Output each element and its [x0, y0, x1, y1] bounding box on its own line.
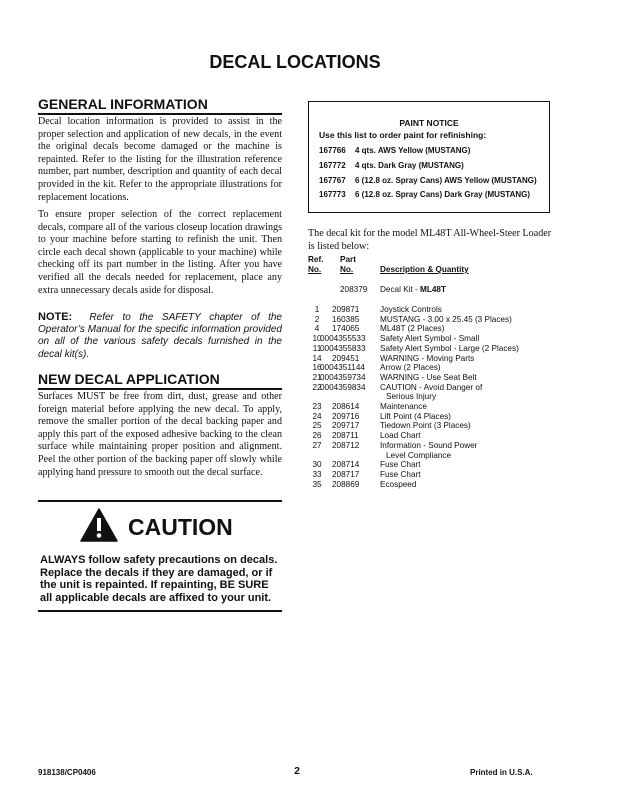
table-row	[308, 373, 558, 383]
note-text: Refer to the SAFETY chapter of the Operator’s Manual for the specific information provided on all of the various safety decals furnished in the decal kit(s).	[38, 312, 282, 360]
part-number: 0004355533	[320, 334, 366, 344]
table-row	[308, 441, 558, 451]
decal-description: Information - Sound Power	[380, 440, 478, 450]
part-number: 0004359834	[320, 382, 366, 392]
part-number: 0004359734	[320, 372, 366, 382]
part-number: 209451	[332, 353, 360, 363]
general-info-paragraph-2: To ensure proper selection of the correct replacement decals, compare all of the various closeup location drawings to your machine before starting to refinish the unit. Then circle each decal shown (applicable to your machine) while checking off its part number in the listing. After you have verified all the decals needed for replacement, place any extra unnecessary decals aside for disposal.	[38, 209, 282, 296]
decal-description-continued: Level Compliance	[386, 450, 452, 460]
decal-description: Ecospeed	[380, 479, 417, 489]
general-info-paragraph-1: Decal location information is provided to assist in the proper selection and application of new decals, in the event the original decals become damaged or the machine is repainted. Refer to the listing for the illustration reference number, part number, description and quantity of each decal provided in the kit. Refer to the appropriate illustrations for replacement locations.	[38, 116, 282, 203]
ref-number: 4	[314, 324, 320, 334]
part-number: 208712	[332, 440, 360, 450]
ref-number: 33	[312, 469, 322, 479]
paint-notice-subtitle: Use this list to order paint for refinishing:	[319, 130, 487, 140]
part-number: 208711	[332, 431, 359, 441]
table-row	[308, 344, 558, 354]
part-number: 174065	[332, 324, 360, 334]
decal-description: CAUTION - Avoid Danger of	[380, 382, 483, 392]
part-number: 208614	[332, 402, 360, 411]
caution-word: CAUTION	[128, 514, 233, 540]
general-information-heading: GENERAL INFORMATION	[38, 96, 282, 115]
ref-number: 30	[312, 460, 322, 470]
part-number: 209716	[332, 411, 360, 421]
ref-number: 11	[312, 343, 322, 353]
part-number: 0004355833	[320, 343, 366, 353]
part-number: 208869	[332, 479, 360, 489]
ref-number: 22	[312, 382, 322, 392]
table-row	[308, 470, 558, 480]
paint-item: 167772 4 qts. Dark Gray (MUSTANG)	[319, 161, 464, 170]
decal-description: Fuse Chart	[380, 469, 421, 479]
table-row	[308, 315, 558, 325]
decal-description: Joystick Controls	[380, 305, 442, 314]
warning-triangle-icon	[80, 508, 118, 542]
ref-number: 21	[312, 372, 322, 382]
decal-description-continued: Serious Injury	[386, 392, 437, 402]
table-row	[308, 402, 558, 412]
ref-number: 16	[312, 363, 322, 373]
table-row-continuation	[308, 392, 558, 402]
table-row-continuation	[308, 451, 558, 461]
new-decal-paragraph: Surfaces MUST be free from dirt, dust, grease and other foreign material before applying the new decal. To apply, remove the smaller portion of the decal backing paper and apply this part of the exposed adhesive backing to the clean surface while maintaining proper position and alignment. Peel the other portion of the backing paper off slowly while applying hand pressure to smooth out the decal surface.	[38, 391, 282, 478]
decal-description: Maintenance	[380, 402, 427, 411]
page-title: DECAL LOCATIONS	[209, 52, 381, 72]
decal-description: Tiedown Point (3 Places)	[380, 421, 471, 431]
table-row	[308, 363, 558, 373]
table-row	[308, 305, 558, 315]
paint-item: 167766 4 qts. AWS Yellow (MUSTANG)	[319, 146, 471, 155]
part-number: 208717	[332, 469, 360, 479]
table-row	[308, 421, 558, 431]
table-header-top: Ref. Part	[308, 255, 356, 264]
note-label: NOTE:	[38, 311, 73, 323]
paint-item: 167773 6 (12.8 oz. Spray Cans) Dark Gray (MUSTANG)	[319, 190, 531, 199]
table-row	[308, 334, 558, 344]
ref-number: 25	[312, 421, 322, 431]
paint-item: 167767 6 (12.8 oz. Spray Cans) AWS Yellow (MUSTANG)	[319, 176, 537, 185]
caution-box	[38, 500, 282, 612]
decal-description: Load Chart	[380, 431, 421, 441]
new-decal-application-heading: NEW DECAL APPLICATION	[38, 371, 282, 390]
decal-description: MUSTANG - 3.00 x 25.45 (3 Places)	[380, 314, 512, 324]
table-row	[308, 460, 558, 470]
ref-number: 14	[312, 353, 322, 363]
paint-notice-title: PAINT NOTICE	[399, 118, 459, 128]
ref-number: 10	[312, 334, 322, 344]
table-row	[308, 412, 558, 422]
ref-number: 1	[314, 305, 320, 314]
page-number: 2	[294, 765, 300, 777]
ref-number: 2	[314, 314, 320, 324]
table-row	[308, 383, 558, 393]
part-number: 160385	[332, 314, 360, 324]
ref-number: 23	[312, 402, 322, 411]
decal-description: Lift Point (4 Places)	[380, 411, 451, 421]
table-row	[308, 324, 558, 334]
document-number: 918138/CP0406	[38, 768, 96, 777]
decal-kit-row: 208379 Decal Kit - ML48T	[340, 285, 446, 294]
ref-number: 24	[312, 411, 322, 421]
kit-intro: The decal kit for the model ML48T All-Wheel-Steer Loader is listed below:	[308, 228, 552, 252]
caution-message: ALWAYS follow safety precautions on decals. Replace the decals if they are damaged, or if the unit is repainted. If repainting, BE SURE all applicable decals are affixed to your unit.	[40, 554, 278, 604]
decal-description: WARNING - Use Seat Belt	[380, 372, 477, 382]
decal-description: Fuse Chart	[380, 460, 421, 470]
printed-in: Printed in U.S.A.	[470, 768, 533, 777]
part-number: 208714	[332, 460, 360, 470]
ref-number: 35	[312, 479, 322, 489]
decal-description: Arrow (2 Places)	[380, 363, 441, 373]
ref-number: 26	[312, 431, 322, 441]
table-row	[308, 431, 558, 441]
part-number: 0004351144	[320, 363, 365, 373]
decal-description: Safety Alert Symbol - Small	[380, 334, 480, 344]
paint-notice-box	[308, 101, 550, 213]
part-number: 209717	[332, 421, 360, 431]
table-row	[308, 354, 558, 364]
part-number: 209871	[332, 305, 360, 314]
decal-description: WARNING - Moving Parts	[380, 353, 475, 363]
decal-description: ML48T (2 Places)	[380, 324, 445, 334]
table-row	[308, 480, 558, 490]
table-header-bottom: No. No. Description & Quantity	[308, 265, 469, 274]
ref-number: 27	[312, 440, 322, 450]
decal-description: Safety Alert Symbol - Large (2 Places)	[380, 343, 519, 353]
safety-note	[38, 311, 282, 361]
